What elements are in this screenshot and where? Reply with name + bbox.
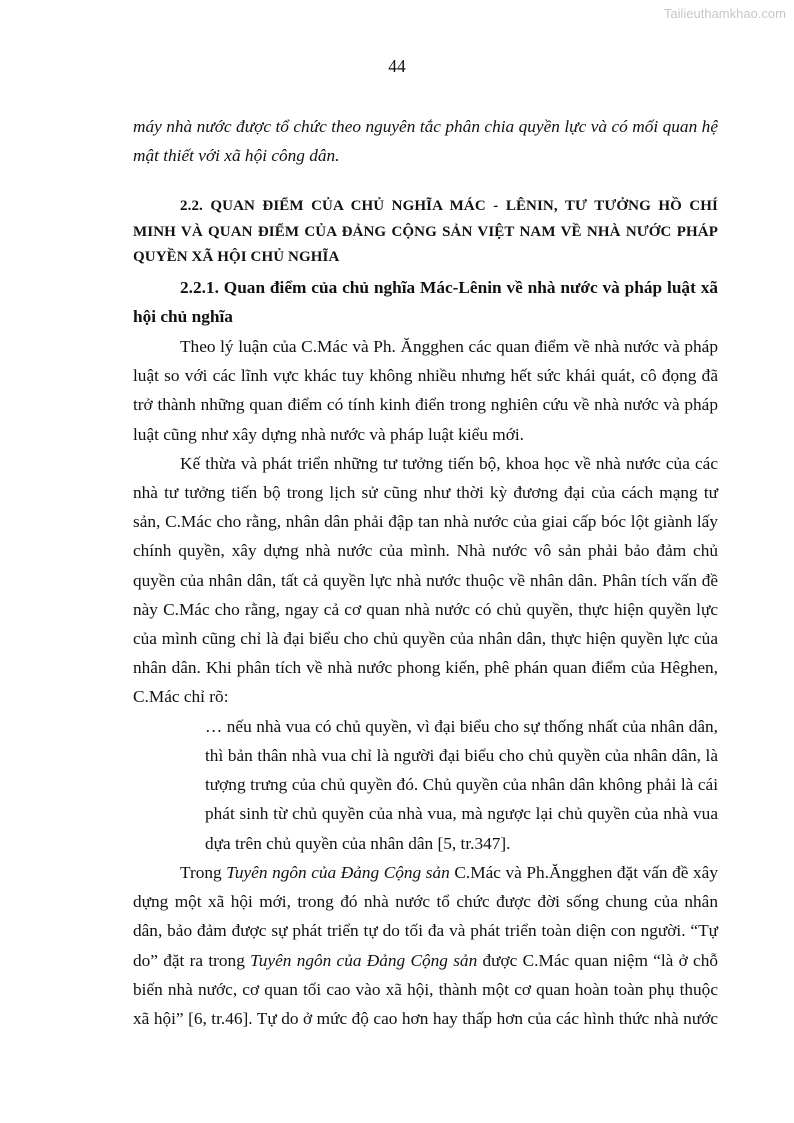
section-heading: 2.2. QUAN ĐIỂM CỦA CHỦ NGHĨA MÁC - LÊNIN, TƯ TƯỞNG HỒ CHÍ MINH VÀ QUAN ĐIỂM CỦA ĐẢNG CỘNG SẢN VIỆT NAM VỀ NHÀ NƯỚC PHÁP QUYỀN XÃ HỘI CHỦ NGHĨA: [133, 198, 718, 266]
paragraph-3-part-1: Trong: [180, 863, 227, 883]
subsection-heading: 2.2.1. Quan điểm của chủ nghĩa Mác-Lênin về nhà nước và pháp luật xã hội chủ nghĩa: [133, 277, 718, 327]
paragraph-2: Kế thừa và phát triển những tư tưởng tiến bộ, khoa học về nhà nước của các nhà tư tưởng tiến bộ trong lịch sử cũng như thời kỳ đương đại của cách mạng tư sản, C.Mác cho rằng, nhân dân phải đập tan nhà nước của giai cấp bóc lột giành lấy chính quyền, xây dựng nhà nước của mình. Nhà nước vô sản phải bảo đảm chủ quyền của nhân dân, tất cả quyền lực nhà nước thuộc về nhân dân. Phân tích vấn đề này C.Mác cho rằng, ngay cả cơ quan nhà nước có chủ quyền, thực hiện quyền lực của mình cũng chỉ là đại biểu cho chủ quyền của nhân dân, thực hiện quyền lực của nhân dân. Khi phân tích về nhà nước phong kiến, phê phán quan điểm của Hêghen, C.Mác chỉ rõ:: [133, 453, 718, 707]
paragraph-3: [133, 858, 718, 1033]
paragraph-3-part-2: C.Mác và Ph.Ăngghen đặt vấn đề xây dựng một xã hội mới, trong đó nhà nước tổ chức được đời sống chung của nhân dân, bảo đảm được sự phát triển tự do tối đa và phát triển toàn diện con người. “Tự do” đặt ra trong: [133, 863, 718, 970]
paragraph-3-title-2: Tuyên ngôn của Đảng Cộng sản: [250, 950, 478, 970]
watermark: Tailieuthamkhao.com: [663, 6, 786, 21]
paragraph-3-title-1: Tuyên ngôn của Đảng Cộng sản: [226, 863, 450, 883]
intro-italic-paragraph: máy nhà nước được tổ chức theo nguyên tắc phân chia quyền lực và có mối quan hệ mật thiết với xã hội công dân.: [133, 117, 718, 166]
page-content: [133, 112, 718, 1033]
page-number: 44: [388, 56, 406, 76]
block-quote: … nếu nhà vua có chủ quyền, vì đại biểu cho sự thống nhất của nhân dân, thì bản thân nhà vua chỉ là người đại biểu cho chủ quyền của nhân dân, là tượng trưng của chủ quyền đó. Chủ quyền của nhân dân không phải là cái phát sinh từ chủ quyền của nhà vua, mà ngược lại chủ quyền của nhà vua dựa trên chủ quyền của nhân dân [5, tr.347].: [205, 716, 718, 853]
paragraph-1: Theo lý luận của C.Mác và Ph. Ăngghen các quan điểm về nhà nước và pháp luật so với các lĩnh vực khác tuy không nhiều nhưng hết sức khái quát, cô đọng đã trở thành những quan điểm có tính kinh điển trong nghiên cứu về nhà nước và pháp luật cũng như xây dựng nhà nước và pháp luật kiểu mới.: [133, 336, 718, 444]
paragraph-3-part-3: được C.Mác quan niệm “là ở chỗ biến nhà nước, cơ quan tối cao vào xã hội, thành một cơ quan hoàn toàn phụ thuộc xã hội” [6, tr.46]. Tự do ở mức độ cao hơn hay thấp hơn của các hình thức nhà nước: [133, 950, 718, 1029]
